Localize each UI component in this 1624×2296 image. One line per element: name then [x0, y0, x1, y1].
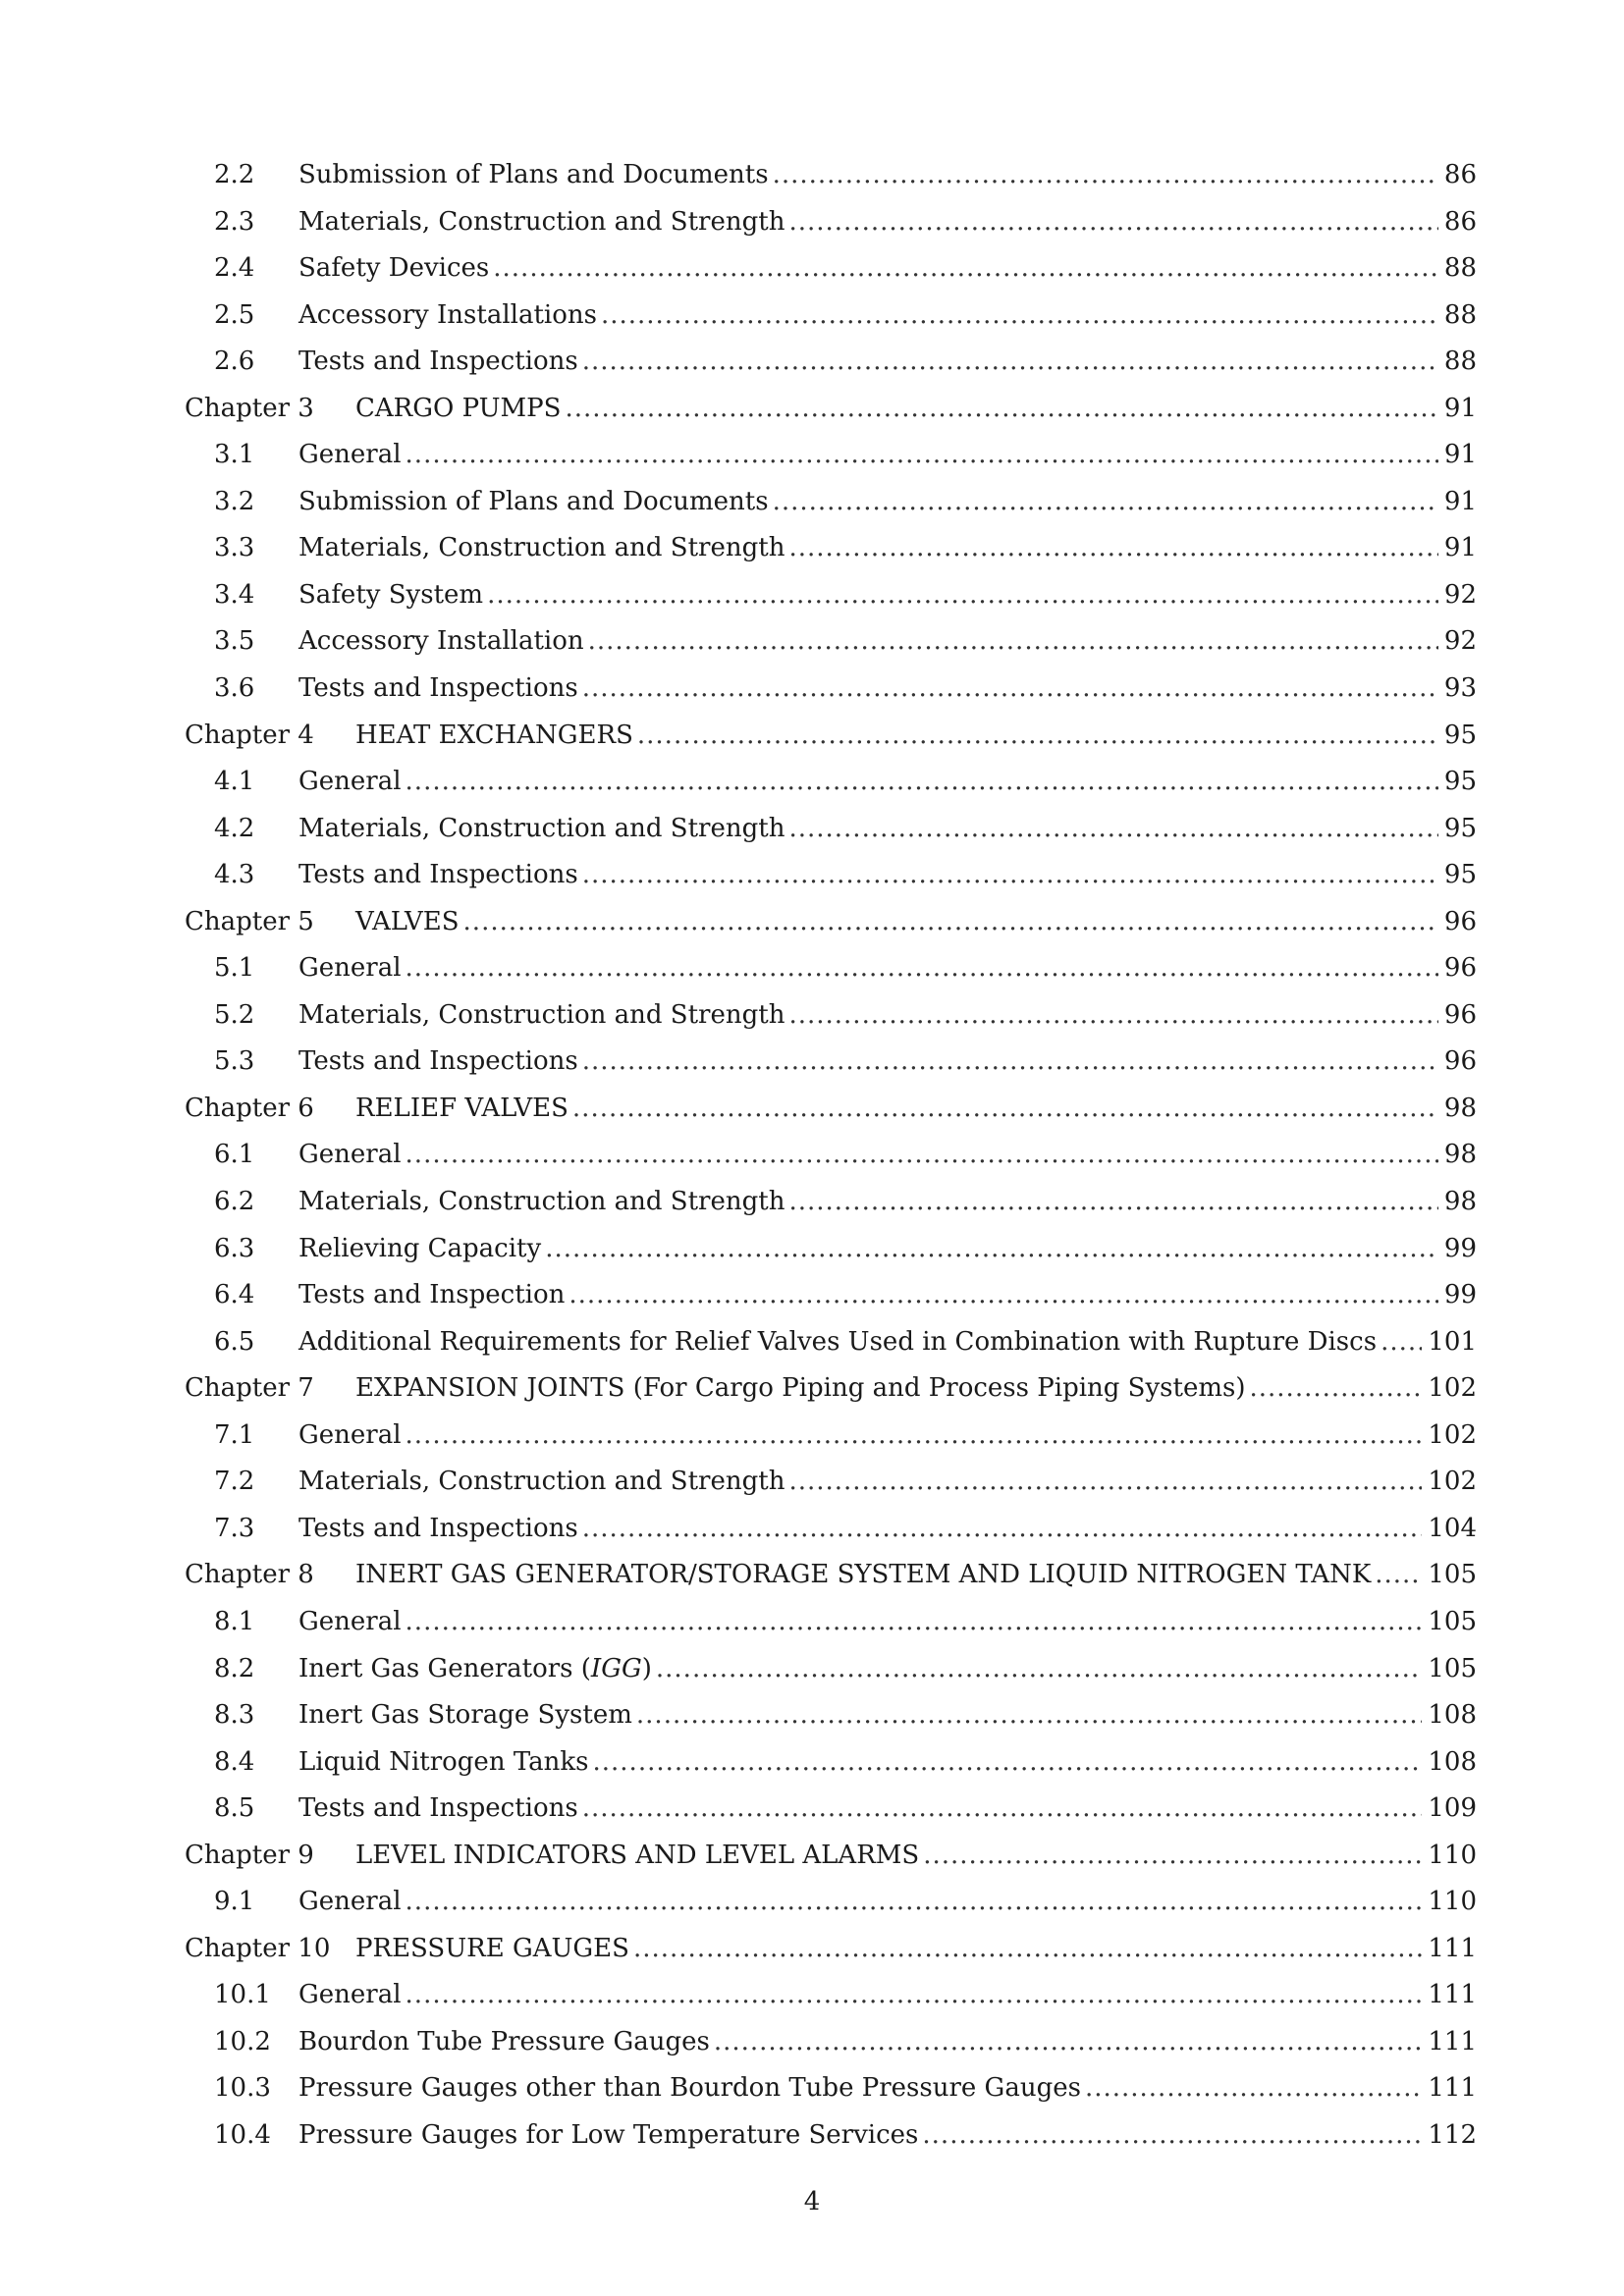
toc-entry-title-suffix: ) [641, 1653, 652, 1683]
toc-section-entry[interactable] [185, 152, 1477, 199]
toc-entry-page: 96 [1443, 906, 1477, 936]
toc-section-entry[interactable] [185, 1786, 1477, 1833]
toc-entry-title-text: Tests and Inspections [298, 347, 578, 377]
toc-entry-number: 8.1 [214, 1606, 255, 1636]
dot-leader [773, 152, 1438, 199]
toc-entry-title-text: Accessory Installation [298, 626, 584, 657]
toc-section-entry[interactable] [185, 2065, 1477, 2112]
toc-section-entry[interactable] [185, 1599, 1477, 1646]
toc-entry-page: 91 [1443, 533, 1477, 563]
toc-entry-title-text: Pressure Gauges for Low Temperature Services [298, 2119, 919, 2150]
toc-entry-title [298, 2019, 710, 2066]
toc-entry-title [298, 432, 402, 479]
toc-entry-title-text: Materials, Construction and Strength [298, 999, 785, 1030]
dot-leader [1375, 1552, 1422, 1599]
toc-entry-page: 104 [1428, 1513, 1477, 1543]
toc-entry-title [298, 1459, 785, 1506]
toc-entry-page: 110 [1428, 1840, 1477, 1870]
dot-leader [582, 1506, 1423, 1553]
toc-entry-number: Chapter 10 [185, 1933, 331, 1963]
toc-entry-title [298, 1972, 402, 2019]
toc-entry-page: 88 [1443, 253, 1477, 284]
toc-entry-number: 10.2 [214, 2026, 271, 2056]
toc-entry-page: 91 [1443, 440, 1477, 470]
dot-leader [582, 666, 1438, 713]
toc-entry-page: 111 [1428, 1933, 1477, 1963]
toc-section-entry[interactable] [185, 1132, 1477, 1179]
dot-leader [593, 1739, 1423, 1787]
toc-entry-title [298, 1506, 578, 1553]
toc-entry-title [355, 386, 561, 433]
toc-entry-number: 2.3 [214, 206, 255, 237]
toc-entry-title [298, 572, 483, 619]
toc-entry-page: 111 [1428, 2026, 1477, 2056]
toc-entry-page: 98 [1443, 1187, 1477, 1217]
toc-entry-page: 88 [1443, 299, 1477, 330]
toc-entry-title [355, 899, 460, 946]
dot-leader [406, 1972, 1423, 2019]
toc-entry-page: 96 [1443, 953, 1477, 984]
toc-entry-number: Chapter 9 [185, 1840, 314, 1870]
toc-entry-title-text: Materials, Construction and Strength [298, 1467, 785, 1497]
toc-section-entry[interactable] [185, 1692, 1477, 1739]
toc-section-entry[interactable] [185, 666, 1477, 713]
toc-entry-title [355, 713, 633, 760]
toc-section-entry[interactable] [185, 432, 1477, 479]
table-of-contents [185, 152, 1477, 2160]
toc-chapter-entry[interactable] [185, 1926, 1477, 1973]
toc-entry-title-text: Additional Requirements for Relief Valves Used in Combination with Rupture Discs [298, 1326, 1378, 1357]
toc-entry-title-text: General [298, 953, 402, 984]
dot-leader [636, 1692, 1422, 1739]
toc-entry-page: 98 [1443, 1093, 1477, 1123]
toc-entry-title-text: Pressure Gauges other than Bourdon Tube Pressure Gauges [298, 2073, 1081, 2104]
dot-leader [923, 1833, 1422, 1880]
toc-entry-page: 102 [1428, 1373, 1477, 1404]
toc-section-entry[interactable] [185, 1319, 1477, 1366]
toc-entry-number: 7.2 [214, 1467, 255, 1497]
toc-entry-page: 105 [1428, 1606, 1477, 1636]
toc-entry-number: 10.4 [214, 2119, 271, 2150]
toc-section-entry[interactable] [185, 1646, 1477, 1693]
toc-chapter-entry[interactable] [185, 1552, 1477, 1599]
toc-entry-title [298, 1413, 402, 1460]
dot-leader [788, 199, 1437, 246]
toc-entry-page: 95 [1443, 720, 1477, 750]
toc-entry-number: 6.2 [214, 1187, 255, 1217]
toc-section-entry[interactable] [185, 1413, 1477, 1460]
toc-entry-title-text: LEVEL INDICATORS AND LEVEL ALARMS [355, 1840, 920, 1870]
toc-entry-title-text: General [298, 1980, 402, 2010]
dot-leader [788, 1459, 1422, 1506]
toc-entry-title-text: Relieving Capacity [298, 1233, 542, 1263]
toc-section-entry[interactable] [185, 479, 1477, 526]
toc-entry-page: 105 [1428, 1560, 1477, 1590]
toc-section-entry[interactable] [185, 806, 1477, 853]
toc-entry-number: 8.5 [214, 1793, 255, 1824]
toc-entry-title [298, 1646, 652, 1693]
toc-entry-title-text: Inert Gas Storage System [298, 1700, 632, 1731]
toc-section-entry[interactable] [185, 1226, 1477, 1273]
toc-entry-page: 108 [1428, 1700, 1477, 1731]
toc-entry-title-text: Safety Devices [298, 253, 490, 284]
toc-entry-number: 4.2 [214, 813, 255, 843]
toc-entry-title [298, 1226, 541, 1273]
toc-chapter-entry[interactable] [185, 1086, 1477, 1133]
toc-chapter-entry[interactable] [185, 1365, 1477, 1413]
toc-entry-title [298, 1179, 785, 1226]
dot-leader [406, 759, 1438, 806]
toc-entry-number: 8.2 [214, 1653, 255, 1683]
toc-entry-page: 98 [1443, 1140, 1477, 1170]
toc-section-entry[interactable] [185, 992, 1477, 1040]
dot-leader [582, 1786, 1423, 1833]
toc-entry-title-text: General [298, 1419, 402, 1450]
toc-entry-title-text: General [298, 1887, 402, 1917]
toc-entry-title-text: Materials, Construction and Strength [298, 813, 785, 843]
toc-entry-title [298, 666, 578, 713]
toc-entry-number: 2.6 [214, 347, 255, 377]
toc-entry-page: 110 [1428, 1887, 1477, 1917]
dot-leader [656, 1646, 1422, 1693]
toc-entry-page: 92 [1443, 579, 1477, 610]
toc-chapter-entry[interactable] [185, 713, 1477, 760]
toc-entry-title [298, 945, 402, 992]
toc-entry-title-text: VALVES [355, 906, 460, 936]
toc-entry-number: Chapter 5 [185, 906, 314, 936]
toc-entry-number: 2.4 [214, 253, 255, 284]
dot-leader [572, 1086, 1438, 1133]
toc-entry-number: 2.5 [214, 299, 255, 330]
page-number: 4 [803, 2187, 821, 2216]
toc-entry-title [355, 1833, 919, 1880]
toc-entry-page: 105 [1428, 1653, 1477, 1683]
toc-entry-title-text: CARGO PUMPS [355, 393, 562, 423]
toc-entry-title [298, 618, 584, 666]
toc-section-entry[interactable] [185, 945, 1477, 992]
toc-entry-title [298, 1879, 402, 1926]
toc-entry-number: 9.1 [214, 1887, 255, 1917]
toc-entry-title [298, 1132, 402, 1179]
dot-leader [582, 339, 1438, 386]
dot-leader [714, 2019, 1423, 2066]
toc-entry-title [298, 245, 489, 293]
dot-leader [582, 1039, 1438, 1086]
toc-entry-title-text: Materials, Construction and Strength [298, 533, 785, 563]
toc-chapter-entry[interactable] [185, 899, 1477, 946]
dot-leader [788, 1179, 1437, 1226]
toc-entry-page: 92 [1443, 626, 1477, 657]
toc-entry-title-text: HEAT EXCHANGERS [355, 720, 633, 750]
toc-section-entry[interactable] [185, 1879, 1477, 1926]
toc-entry-title-text: Tests and Inspection [298, 1280, 566, 1310]
toc-entry-title [298, 992, 785, 1040]
dot-leader [406, 1413, 1423, 1460]
toc-entry-page: 112 [1428, 2119, 1477, 2150]
toc-entry-title-text: INERT GAS GENERATOR/STORAGE SYSTEM AND LIQUID NITROGEN TANK [355, 1560, 1372, 1590]
toc-entry-number: 5.2 [214, 999, 255, 1030]
toc-entry-title-text: Submission of Plans and Documents [298, 486, 769, 516]
dot-leader [487, 572, 1438, 619]
toc-entry-title [298, 759, 402, 806]
toc-entry-number: 5.1 [214, 953, 255, 984]
toc-section-entry[interactable] [185, 1506, 1477, 1553]
toc-entry-title-text: Liquid Nitrogen Tanks [298, 1746, 589, 1777]
dot-leader [406, 945, 1438, 992]
toc-entry-page: 111 [1428, 2073, 1477, 2104]
toc-section-entry[interactable] [185, 1739, 1477, 1787]
dot-leader [568, 1272, 1438, 1319]
toc-entry-number: 6.3 [214, 1233, 255, 1263]
dot-leader [1380, 1319, 1422, 1366]
toc-entry-title-text: General [298, 767, 402, 797]
toc-entry-title [298, 852, 578, 899]
dot-leader [788, 992, 1437, 1040]
toc-entry-title [298, 1319, 1377, 1366]
toc-entry-title-text: Materials, Construction and Strength [298, 1187, 785, 1217]
toc-entry-number: 4.3 [214, 860, 255, 890]
toc-entry-title [298, 339, 578, 386]
toc-entry-title-text: Tests and Inspections [298, 1513, 578, 1543]
toc-section-entry[interactable] [185, 245, 1477, 293]
toc-section-entry[interactable] [185, 572, 1477, 619]
toc-entry-title [355, 1552, 1371, 1599]
toc-entry-page: 96 [1443, 999, 1477, 1030]
toc-entry-page: 95 [1443, 860, 1477, 890]
dot-leader [1085, 2065, 1422, 2112]
toc-entry-title-text: RELIEF VALVES [355, 1093, 568, 1123]
toc-entry-title [355, 1365, 1246, 1413]
toc-entry-page: 95 [1443, 767, 1477, 797]
toc-entry-title-text: Tests and Inspections [298, 673, 578, 704]
toc-section-entry[interactable] [185, 1972, 1477, 2019]
toc-section-entry[interactable] [185, 1459, 1477, 1506]
toc-section-entry[interactable] [185, 2112, 1477, 2160]
dot-leader [565, 386, 1437, 433]
dot-leader [406, 1879, 1423, 1926]
toc-entry-page: 86 [1443, 160, 1477, 189]
toc-entry-number: 5.3 [214, 1046, 255, 1077]
toc-entry-page: 102 [1428, 1467, 1477, 1497]
dot-leader [406, 1599, 1423, 1646]
toc-entry-title-text: Safety System [298, 579, 484, 610]
toc-entry-title [298, 479, 769, 526]
dot-leader [601, 293, 1438, 340]
toc-entry-title-text: EXPANSION JOINTS (For Cargo Piping and Process Piping Systems) [355, 1373, 1246, 1404]
toc-entry-number: 8.4 [214, 1746, 255, 1777]
toc-entry-page: 111 [1428, 1980, 1477, 2010]
toc-entry-title-text: PRESSURE GAUGES [355, 1933, 629, 1963]
toc-entry-number: Chapter 4 [185, 720, 314, 750]
toc-entry-title-text: General [298, 1606, 402, 1636]
toc-entry-title-text: Accessory Installations [298, 299, 597, 330]
toc-entry-number: 3.1 [214, 440, 255, 470]
toc-entry-title [298, 1599, 402, 1646]
toc-entry-title [298, 199, 785, 246]
toc-entry-number: 6.5 [214, 1326, 255, 1357]
toc-entry-number: 8.3 [214, 1700, 255, 1731]
toc-chapter-entry[interactable] [185, 1833, 1477, 1880]
toc-entry-title [355, 1926, 629, 1973]
toc-entry-page: 101 [1428, 1326, 1477, 1357]
toc-entry-number: 4.1 [214, 767, 255, 797]
toc-entry-page: 88 [1443, 347, 1477, 377]
toc-section-entry[interactable] [185, 293, 1477, 340]
toc-entry-title-italic: IGG [590, 1653, 642, 1683]
toc-entry-number: 3.6 [214, 673, 255, 704]
toc-entry-title [298, 525, 785, 572]
toc-entry-page: 93 [1443, 673, 1477, 704]
toc-entry-number: Chapter 8 [185, 1560, 314, 1590]
toc-section-entry[interactable] [185, 339, 1477, 386]
toc-entry-title-text: Tests and Inspections [298, 860, 578, 890]
dot-leader [637, 713, 1438, 760]
dot-leader [633, 1926, 1422, 1973]
toc-entry-number: 3.2 [214, 486, 255, 516]
toc-entry-title-text: General [298, 440, 402, 470]
toc-entry-title-text: Submission of Plans and Documents [298, 160, 769, 189]
toc-entry-number: Chapter 3 [185, 393, 314, 423]
toc-entry-number: 6.1 [214, 1140, 255, 1170]
toc-entry-number: 6.4 [214, 1280, 255, 1310]
toc-entry-title [298, 152, 769, 199]
toc-entry-page: 91 [1443, 486, 1477, 516]
dot-leader [788, 806, 1437, 853]
toc-entry-title [298, 1786, 578, 1833]
toc-entry-title [298, 1692, 632, 1739]
toc-entry-title [298, 1739, 589, 1787]
toc-entry-page: 109 [1428, 1793, 1477, 1824]
toc-entry-page: 102 [1428, 1419, 1477, 1450]
toc-chapter-entry[interactable] [185, 386, 1477, 433]
toc-entry-title [355, 1086, 568, 1133]
toc-section-entry[interactable] [185, 1039, 1477, 1086]
toc-entry-number: 2.2 [214, 160, 255, 189]
toc-entry-number: Chapter 6 [185, 1093, 314, 1123]
toc-entry-page: 108 [1428, 1746, 1477, 1777]
toc-entry-number: 3.4 [214, 579, 255, 610]
toc-entry-page: 91 [1443, 393, 1477, 423]
toc-entry-title-text: Tests and Inspections [298, 1046, 578, 1077]
toc-section-entry[interactable] [185, 525, 1477, 572]
toc-entry-number: 3.3 [214, 533, 255, 563]
toc-entry-number: Chapter 7 [185, 1373, 314, 1404]
dot-leader [788, 525, 1437, 572]
toc-entry-title [298, 1272, 565, 1319]
dot-leader [493, 245, 1438, 293]
toc-entry-title [298, 2112, 918, 2160]
dot-leader [922, 2112, 1422, 2160]
toc-entry-title-text: Tests and Inspections [298, 1793, 578, 1824]
toc-entry-number: 10.3 [214, 2073, 271, 2104]
toc-entry-page: 95 [1443, 813, 1477, 843]
toc-entry-number: 7.1 [214, 1419, 255, 1450]
toc-entry-number: 3.5 [214, 626, 255, 657]
toc-section-entry[interactable] [185, 2019, 1477, 2066]
toc-section-entry[interactable] [185, 759, 1477, 806]
dot-leader [773, 479, 1438, 526]
toc-entry-number: 10.1 [214, 1980, 271, 2010]
toc-section-entry[interactable] [185, 852, 1477, 899]
toc-entry-title-text: Inert Gas Generators ( [298, 1653, 591, 1683]
toc-entry-title-text: General [298, 1140, 402, 1170]
toc-entry-number: 7.3 [214, 1513, 255, 1543]
toc-entry-title [298, 1039, 578, 1086]
toc-entry-page: 99 [1443, 1233, 1477, 1263]
toc-section-entry[interactable] [185, 618, 1477, 666]
toc-entry-title-text: Materials, Construction and Strength [298, 206, 785, 237]
toc-entry-title-text: Bourdon Tube Pressure Gauges [298, 2026, 710, 2056]
toc-section-entry[interactable] [185, 1179, 1477, 1226]
dot-leader [1250, 1365, 1423, 1413]
toc-entry-page: 96 [1443, 1046, 1477, 1077]
toc-entry-page: 99 [1443, 1280, 1477, 1310]
dot-leader [406, 432, 1438, 479]
toc-entry-title [298, 2065, 1081, 2112]
dot-leader [588, 618, 1438, 666]
dot-leader [463, 899, 1438, 946]
toc-entry-title [298, 293, 597, 340]
toc-section-entry[interactable] [185, 1272, 1477, 1319]
dot-leader [406, 1132, 1438, 1179]
toc-section-entry[interactable] [185, 199, 1477, 246]
toc-entry-page: 86 [1443, 206, 1477, 237]
dot-leader [545, 1226, 1438, 1273]
dot-leader [582, 852, 1438, 899]
toc-entry-title [298, 806, 785, 853]
